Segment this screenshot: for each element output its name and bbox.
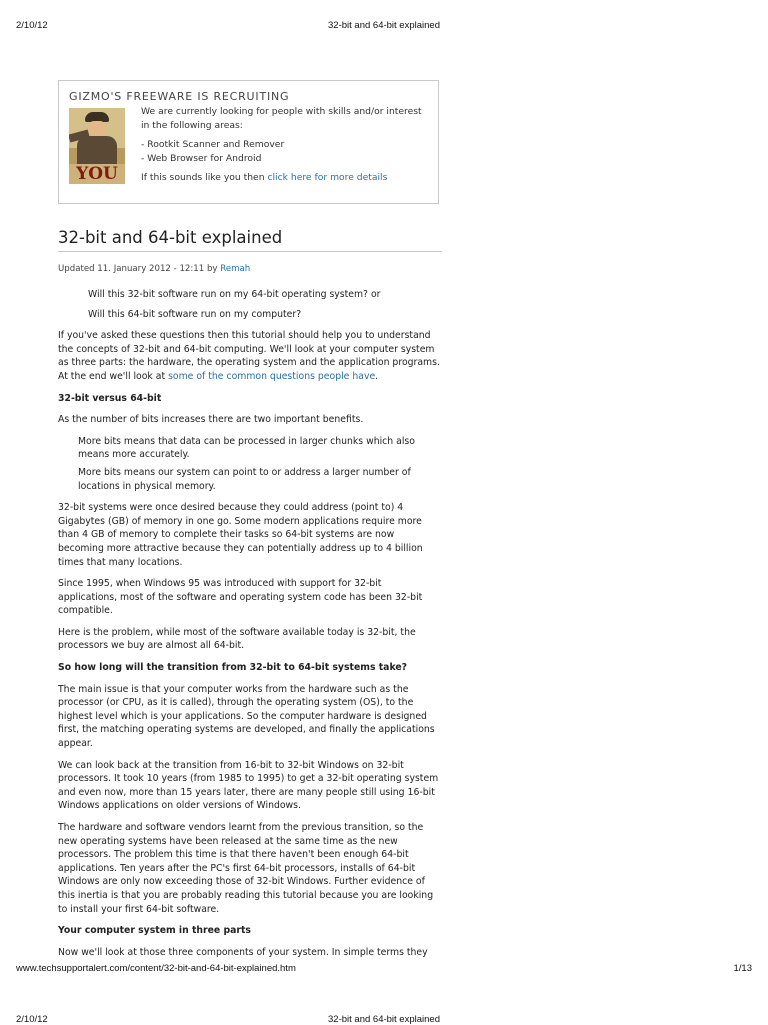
paragraph: We can look back at the transition from 16-bit to 32-bit Windows on 32-bit processors. It took 10 years (from 1985 to 1995) to get a 32-bit operating system and even now, more than 15 years later, there are many people still using 16-bit Windows applications on older versions of Windows. <box>58 759 439 812</box>
recruiting-area-item: - Rootkit Scanner and Remover <box>141 139 285 150</box>
section-heading: 32-bit versus 64-bit <box>58 392 162 404</box>
recruiting-poster-image <box>69 108 125 184</box>
recruiting-text <box>141 105 431 185</box>
paragraph: If you've asked these questions then this tutorial should help you to understand the concepts of 32-bit and 64-bit computing. We'll look at your computer system as three parts: the hardware, the operating system and the application programs. At the end we'll look at some of the common questions people have. <box>58 330 440 382</box>
recruiting-intro: We are currently looking for people with skills and/or interest in the following areas: <box>141 106 422 131</box>
print-date: 2/10/12 <box>16 1014 48 1025</box>
poster-you-text: YOU <box>69 164 125 184</box>
common-questions-link[interactable]: some of the common questions people have <box>168 370 376 382</box>
author-link[interactable]: Remah <box>220 264 251 274</box>
paragraph: The main issue is that your computer works from the hardware such as the processor (or CPU, as it is called), through the operating system (OS), to the highest level which is your applications. So the computer hardware is designed first, the matching operating systems are developed, and finally the applications appear. <box>58 683 435 750</box>
recruiting-areas-list <box>141 138 431 165</box>
paragraph: The hardware and software vendors learnt from the previous transition, so the new operating systems have been released at the same time as the new processors. The problem this time is that there haven't been enough 64-bit applications. Ten years after the PC's first 64-bit processors, installs of 64-bit Windows are only now exceeding those of 32-bit Windows. Further evidence of this inertia is that you are probably reading this tutorial because you are looking to install your first 64-bit software. <box>58 822 434 915</box>
recruiting-heading: GIZMO'S FREEWARE IS RECRUITING <box>69 90 290 103</box>
intro-question: Will this 64-bit software run on my computer? <box>88 308 302 320</box>
recruiting-cta-prefix: If this sounds like you then <box>141 172 268 183</box>
paragraph: As the number of bits increases there are two important benefits. <box>58 414 364 426</box>
article <box>58 222 442 967</box>
print-doc-title: 32-bit and 64-bit explained <box>328 20 440 31</box>
recruiting-banner <box>58 80 439 204</box>
benefit-item: More bits means that data can be processed in larger chunks which also means more accurately. <box>78 435 415 461</box>
footer-url: www.techsupportalert.com/content/32-bit-and-64-bit-explained.htm <box>16 963 296 974</box>
recruiting-cta <box>141 171 431 185</box>
section-heading: Your computer system in three parts <box>58 925 251 937</box>
print-date: 2/10/12 <box>16 20 48 31</box>
paragraph: Since 1995, when Windows 95 was introduced with support for 32-bit applications, most of the software and operating system code has been 32-bit compatible. <box>58 578 423 617</box>
section-heading: So how long will the transition from 32-bit to 64-bit systems take? <box>58 662 408 674</box>
article-updated-date: Updated 11. January 2012 - 12:11 by <box>58 264 221 274</box>
print-doc-title: 32-bit and 64-bit explained <box>328 1014 440 1025</box>
article-meta <box>58 264 442 274</box>
paragraph: Now we'll look at those three components of your system. In simple terms they <box>58 946 428 958</box>
page-number: 1/13 <box>733 963 752 974</box>
paragraph: 32-bit systems were once desired because they could address (point to) 4 Gigabytes (GB) of memory in one go. Some modern applications require more than 4 GB of memory to complete their tasks so 64-bit systems are now becoming more attractive because they can potentially address up to 4 billion times that many locations. <box>58 502 423 568</box>
article-body <box>58 288 442 959</box>
recruiting-area-item: - Web Browser for Android <box>141 152 262 164</box>
recruiting-details-link[interactable]: click here for more details <box>267 172 388 183</box>
intro-question: Will this 32-bit software run on my 64-bit operating system? or <box>88 289 381 300</box>
paragraph: Here is the problem, while most of the software available today is 32-bit, the processors we buy are almost all 64-bit. <box>58 626 416 652</box>
benefit-item: More bits means our system can point to or address a larger number of locations in physical memory. <box>78 466 411 492</box>
article-title: 32-bit and 64-bit explained <box>58 228 442 252</box>
